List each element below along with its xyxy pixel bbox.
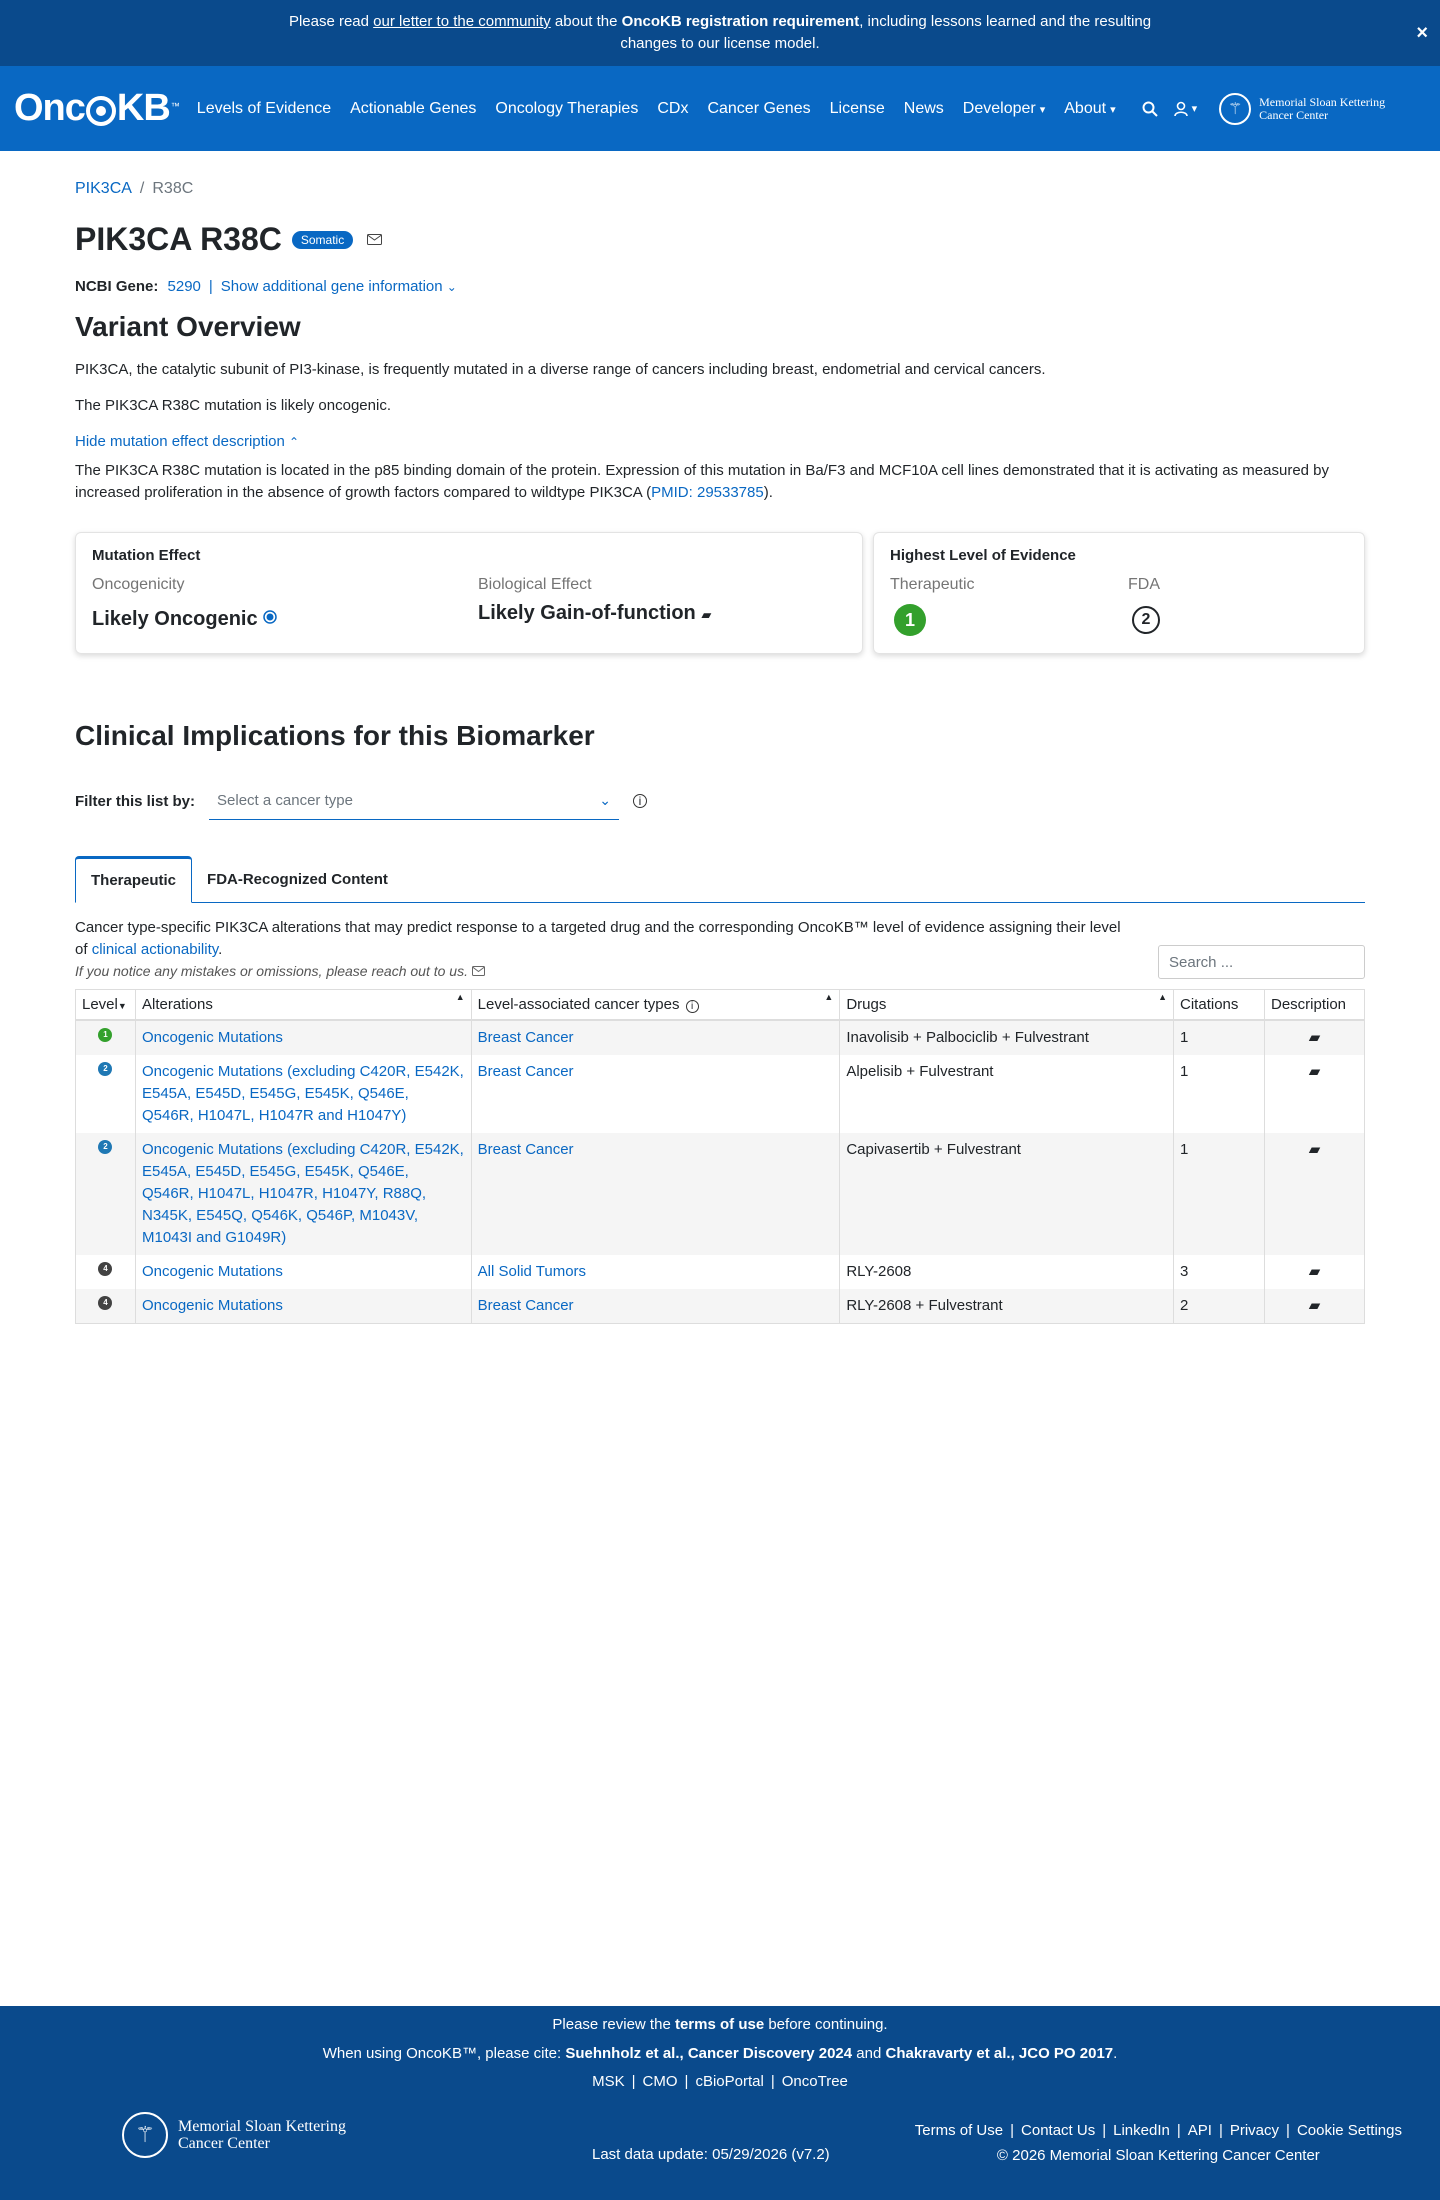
sort-asc-icon: ▲: [455, 992, 465, 1002]
footer-partner-links: [0, 2073, 1440, 2090]
mutation-effect-card: [75, 532, 863, 654]
oncogenicity-col: [92, 576, 478, 631]
cancer-type-link[interactable]: Breast Cancer: [477, 1062, 574, 1080]
gene-summary: PIK3CA, the catalytic subunit of PI3-kinase, is frequently mutated in a diverse range of cancers including breast, endometrial and cervical cancers.: [75, 361, 1046, 378]
footer-cite-2[interactable]: Chakravarty et al., JCO PO 2017: [885, 2045, 1114, 2062]
alteration-link[interactable]: Oncogenic Mutations (excluding C420R, E542K, E545A, E545D, E545G, E545K, Q546E, Q546R, H1047L, H1047R, H1047Y, R88Q, N345K, E545Q, Q546K, Q546P, M1043V, M1043I and G1049R): [141, 1140, 464, 1246]
nav-actionable-genes[interactable]: Actionable Genes: [350, 99, 477, 117]
footer-link-cbioportal[interactable]: cBioPortal: [695, 2073, 764, 2090]
fda-level-icon[interactable]: 2: [1132, 606, 1160, 634]
footer-sep: |: [684, 2073, 689, 2090]
breadcrumb-gene-link[interactable]: PIK3CA: [75, 180, 132, 197]
level-cell: [76, 1020, 136, 1055]
footer-sep: |: [631, 2073, 636, 2090]
col-header-drugs-label: Drugs: [846, 995, 887, 1013]
user-icon: [1174, 101, 1188, 117]
table-header-row: [76, 990, 1365, 1020]
nav-cdx[interactable]: CDx: [657, 99, 689, 117]
logo-o-icon: [86, 96, 116, 126]
filter-label: Filter this list by:: [75, 792, 196, 810]
footer-cite-and: and: [852, 2045, 886, 2062]
therapeutic-table: [75, 989, 1365, 1324]
table-description-row: [75, 903, 1365, 979]
footer-cite-pre: When using OncoKB™, please cite:: [322, 2045, 566, 2062]
chevron-down-icon: ▾: [1110, 103, 1116, 116]
oncogenicity-text: Likely Oncogenic: [92, 608, 258, 630]
book-icon[interactable]: ▰: [701, 607, 712, 622]
cancer-type-link[interactable]: All Solid Tumors: [477, 1262, 587, 1280]
book-icon[interactable]: ▰: [1308, 1296, 1321, 1314]
footer-api-link[interactable]: API: [1187, 2122, 1212, 2139]
likely-oncogenic-icon: [263, 610, 277, 624]
banner-text-mid: about the: [550, 13, 622, 30]
banner-text: [260, 11, 1180, 55]
table-search-input[interactable]: Search ...: [1158, 945, 1365, 979]
cancer-type-link[interactable]: Breast Cancer: [477, 1028, 574, 1046]
cancer-type-cell: [471, 1255, 840, 1289]
feedback-notice-text: If you notice any mistakes or omissions, please reach out to us.: [75, 963, 468, 979]
footer-sep: |: [1010, 2122, 1015, 2139]
show-gene-info-link[interactable]: [221, 278, 457, 295]
footer-review-pre: Please review the: [552, 2016, 675, 2033]
ncbi-label: NCBI Gene:: [75, 278, 159, 295]
logo-text-post: KB: [116, 87, 170, 129]
msk-emblem-icon: ⚚: [1219, 93, 1251, 125]
nav-menu: [197, 100, 1116, 118]
footer-terms-of-use-link[interactable]: Terms of Use: [914, 2122, 1004, 2139]
banner-text-post: , including lessons learned and the resulting changes to our license model.: [620, 13, 1152, 52]
therapeutic-level-icon[interactable]: 1: [894, 604, 926, 636]
variant-summary: The PIK3CA R38C mutation is likely oncogenic.: [75, 397, 391, 414]
footer-sep: |: [1286, 2122, 1290, 2139]
footer-msk-line-2: Cancer Center: [178, 2135, 270, 2152]
footer-link-msk[interactable]: MSK: [592, 2073, 625, 2090]
chevron-down-icon: ▾: [1191, 103, 1198, 115]
alteration-link[interactable]: Oncogenic Mutations: [141, 1028, 283, 1046]
footer-terms-link[interactable]: terms of use: [674, 2016, 765, 2033]
biological-effect-text: Likely Gain-of-function: [478, 602, 696, 624]
info-icon[interactable]: i: [686, 1000, 699, 1013]
book-icon[interactable]: ▰: [1308, 1140, 1321, 1158]
highest-level-grid: [890, 576, 1348, 636]
therapeutic-desc-text: Cancer type-specific PIK3CA alterations that may predict response to a targeted drug and the corresponding OncoKB™ level of evidence assigning their level of: [75, 919, 1121, 958]
chevron-circle-down-icon: ⌄: [446, 280, 457, 294]
tab-fda-recognized-content[interactable]: FDA-Recognized Content: [207, 870, 388, 888]
description-cell: [1264, 1133, 1364, 1255]
col-header-alterations-label: Alterations: [141, 995, 213, 1013]
somatic-badge: Somatic: [292, 231, 353, 249]
book-icon[interactable]: ▰: [1308, 1262, 1321, 1280]
drugs-cell: RLY-2608 + Fulvestrant: [840, 1289, 1174, 1324]
book-icon[interactable]: ▰: [1308, 1062, 1321, 1080]
footer-sep: |: [1218, 2122, 1223, 2139]
ncbi-gene-row: [75, 278, 1365, 295]
msk-line-2: Cancer Center: [1259, 107, 1329, 122]
nav-icons: [1142, 101, 1198, 117]
table-row: [76, 1255, 1365, 1289]
summary-cards: [75, 532, 1365, 654]
ncbi-pipe: |: [208, 278, 213, 295]
level-icon[interactable]: 4: [98, 1296, 112, 1310]
level-icon[interactable]: 2: [98, 1062, 112, 1076]
col-header-cancer-types-label: Level-associated cancer types: [477, 995, 680, 1013]
therapeutic-col: [890, 576, 1128, 636]
logo-text-pre: Onc: [14, 87, 85, 129]
cancer-type-link[interactable]: Breast Cancer: [477, 1296, 574, 1314]
user-menu-dropdown[interactable]: [1174, 101, 1198, 117]
nav-license[interactable]: License: [829, 99, 885, 117]
col-header-alterations[interactable]: [135, 990, 471, 1020]
breadcrumb-current: R38C: [152, 180, 194, 197]
footer-cite-post: .: [1113, 2045, 1118, 2062]
therapeutic-label: Therapeutic: [890, 576, 975, 593]
footer-msk-text: [178, 2118, 346, 2152]
nav-news[interactable]: News: [903, 99, 944, 117]
col-header-cancer-types[interactable]: [471, 990, 840, 1020]
table-row: [76, 1055, 1365, 1133]
cancer-type-cell: [471, 1133, 840, 1255]
cancer-type-placeholder: Select a cancer type: [217, 792, 353, 809]
citations-cell[interactable]: 1: [1174, 1055, 1265, 1133]
tab-therapeutic[interactable]: Therapeutic: [75, 856, 192, 903]
close-icon[interactable]: ×: [1416, 22, 1428, 44]
col-header-citations[interactable]: Citations: [1174, 990, 1265, 1020]
drugs-cell: Alpelisib + Fulvestrant: [840, 1055, 1174, 1133]
footer-citation: [0, 2045, 1440, 2062]
alteration-cell: [135, 1020, 471, 1055]
col-header-description[interactable]: Description: [1264, 990, 1364, 1020]
footer-cite-1[interactable]: Suehnholz et al., Cancer Discovery 2024: [565, 2045, 853, 2062]
cancer-type-select[interactable]: [209, 782, 619, 820]
level-cell: [76, 1055, 136, 1133]
nav-developer-dropdown[interactable]: [963, 100, 1045, 118]
msk-logo[interactable]: [1219, 93, 1385, 125]
description-cell: [1264, 1255, 1364, 1289]
ncbi-gene-id-link[interactable]: 5290: [167, 278, 201, 295]
table-row: [76, 1289, 1365, 1324]
msk-emblem-icon: ⚚: [122, 2112, 168, 2158]
table-description-block: [75, 903, 1135, 979]
footer-copyright: © 2026 Memorial Sloan Kettering Cancer Center: [996, 2147, 1320, 2164]
cancer-type-cell: [471, 1055, 840, 1133]
footer-sep: |: [1102, 2122, 1107, 2139]
footer-cookie-settings-link[interactable]: Cookie Settings: [1296, 2122, 1402, 2139]
msk-line-1: Memorial Sloan Kettering: [1259, 94, 1386, 109]
hide-description-label: Hide mutation effect description: [75, 433, 285, 450]
last-data-update: Last data update: 05/29/2026 (v7.2): [592, 2146, 830, 2163]
page-title: PIK3CA R38C: [75, 221, 282, 257]
drugs-cell: Capivasertib + Fulvestrant: [840, 1133, 1174, 1255]
description-cell: [1264, 1020, 1364, 1055]
main-content: [75, 180, 1365, 1324]
description-end: ).: [763, 484, 773, 501]
fda-col: [1128, 576, 1160, 636]
msk-logo-text: [1259, 96, 1385, 122]
hide-description-toggle[interactable]: [75, 433, 1365, 450]
footer-legal-links: [915, 2122, 1402, 2139]
description-cell: [1264, 1289, 1364, 1324]
main-navbar: [0, 66, 1440, 151]
biological-effect-label: Biological Effect: [478, 576, 592, 593]
footer-linkedin-link[interactable]: LinkedIn: [1113, 2122, 1170, 2139]
therapeutic-desc-end: .: [218, 941, 223, 958]
logo-tm: ™: [170, 101, 179, 111]
footer-msk-logo[interactable]: [122, 2112, 346, 2158]
clinical-implications-heading: Clinical Implications for this Biomarker: [75, 720, 595, 751]
mutation-effect-grid: [92, 576, 846, 631]
show-gene-info-label: Show additional gene information: [220, 278, 443, 295]
mutation-effect-title: Mutation Effect: [92, 547, 201, 564]
pmid-link[interactable]: PMID: 29533785: [651, 484, 764, 501]
footer-review-post: before continuing.: [764, 2016, 888, 2033]
cancer-type-cell: [471, 1020, 840, 1055]
footer-terms-notice: [0, 2016, 1440, 2033]
alteration-link[interactable]: Oncogenic Mutations: [141, 1262, 283, 1280]
level-cell: [76, 1289, 136, 1324]
level-icon[interactable]: 2: [98, 1140, 112, 1154]
citations-cell[interactable]: 1: [1174, 1020, 1265, 1055]
level-icon[interactable]: 4: [98, 1262, 112, 1276]
book-icon[interactable]: ▰: [1308, 1028, 1321, 1046]
footer-msk-line-1: Memorial Sloan Kettering: [178, 2118, 346, 2135]
footer-link-cmo[interactable]: CMO: [642, 2073, 678, 2090]
banner-text-pre: Please read: [288, 13, 374, 30]
col-header-level-label: Level: [82, 995, 118, 1013]
nav-oncology-therapies[interactable]: Oncology Therapies: [495, 99, 639, 117]
mail-icon[interactable]: [367, 232, 382, 248]
col-header-drugs[interactable]: [840, 990, 1174, 1020]
biological-effect-value: [478, 602, 711, 625]
alteration-cell: [135, 1289, 471, 1324]
cancer-type-link[interactable]: Breast Cancer: [477, 1140, 574, 1158]
footer-sep: |: [770, 2073, 775, 2090]
nav-cancer-genes[interactable]: Cancer Genes: [707, 99, 811, 117]
variant-overview-heading: Variant Overview: [75, 311, 301, 342]
alteration-cell: [135, 1255, 471, 1289]
nav-levels-of-evidence[interactable]: Levels of Evidence: [196, 99, 332, 117]
info-icon[interactable]: i: [633, 794, 647, 808]
sort-asc-icon: ▲: [1158, 992, 1168, 1002]
nav-about-label: About: [1064, 99, 1107, 117]
mutation-effect-description: [75, 460, 1365, 504]
level-cell: [76, 1255, 136, 1289]
oncogenicity-label: Oncogenicity: [92, 576, 185, 593]
clinical-actionability-link[interactable]: clinical actionability: [91, 941, 219, 958]
nav-about-dropdown[interactable]: [1064, 100, 1115, 118]
chevron-circle-up-icon: ⌃: [289, 435, 300, 449]
sort-desc-icon: ▼: [117, 1000, 127, 1011]
breadcrumb-separator: /: [139, 180, 145, 197]
banner-bold-text: OncoKB registration requirement: [621, 13, 860, 30]
chevron-down-icon: ⌄: [599, 792, 612, 808]
footer-link-oncotree[interactable]: OncoTree: [781, 2073, 848, 2090]
feedback-notice: [75, 963, 1135, 979]
alteration-cell: [135, 1055, 471, 1133]
title-row: [75, 221, 1365, 258]
breadcrumb: [75, 180, 1365, 198]
mail-icon[interactable]: [472, 966, 485, 976]
sort-asc-icon: ▲: [824, 992, 834, 1002]
announcement-banner: [0, 0, 1440, 66]
highest-level-card: [873, 532, 1365, 654]
description-text: The PIK3CA R38C mutation is located in the p85 binding domain of the protein. Expression of this mutation in Ba/F3 and MCF10A cell lines demonstrated that it is activating as measured by increased proliferation in the absence of growth factors compared to wildtype PIK3CA (: [75, 462, 1330, 501]
citations-cell[interactable]: 3: [1174, 1255, 1265, 1289]
search-icon[interactable]: [1142, 101, 1158, 117]
table-row: [76, 1133, 1365, 1255]
table-row: [76, 1020, 1365, 1055]
footer-right: [915, 2122, 1402, 2164]
footer-contact-link[interactable]: Contact Us: [1021, 2122, 1096, 2139]
nav-developer-label: Developer: [962, 99, 1036, 117]
footer-sep: |: [1176, 2122, 1181, 2139]
therapeutic-description: [75, 917, 1135, 961]
citations-cell[interactable]: 2: [1174, 1289, 1265, 1324]
description-cell: [1264, 1055, 1364, 1133]
drugs-cell: RLY-2608: [840, 1255, 1174, 1289]
alteration-link[interactable]: Oncogenic Mutations (excluding C420R, E542K, E545A, E545D, E545G, E545K, Q546E, Q546R, H1047L, H1047R and H1047Y): [141, 1062, 464, 1124]
biological-effect-col: [478, 576, 711, 631]
fda-label: FDA: [1128, 576, 1160, 593]
alteration-link[interactable]: Oncogenic Mutations: [141, 1296, 283, 1314]
level-cell: [76, 1133, 136, 1255]
alteration-cell: [135, 1133, 471, 1255]
site-footer: [0, 2006, 1440, 2200]
chevron-down-icon: ▾: [1039, 103, 1046, 116]
citations-cell[interactable]: 1: [1174, 1133, 1265, 1255]
highest-level-title: Highest Level of Evidence: [890, 547, 1076, 564]
evidence-tabs: [75, 856, 1365, 903]
footer-privacy-link[interactable]: Privacy: [1229, 2122, 1280, 2139]
col-header-level[interactable]: [76, 990, 136, 1020]
oncogenicity-value: [92, 608, 478, 631]
banner-letter-link[interactable]: our letter to the community: [373, 13, 551, 30]
drugs-cell: Inavolisib + Palbociclib + Fulvestrant: [840, 1020, 1174, 1055]
cancer-type-cell: [471, 1289, 840, 1324]
filter-row: [75, 782, 1365, 820]
oncokb-logo[interactable]: [14, 87, 179, 130]
level-icon[interactable]: 1: [98, 1028, 112, 1042]
